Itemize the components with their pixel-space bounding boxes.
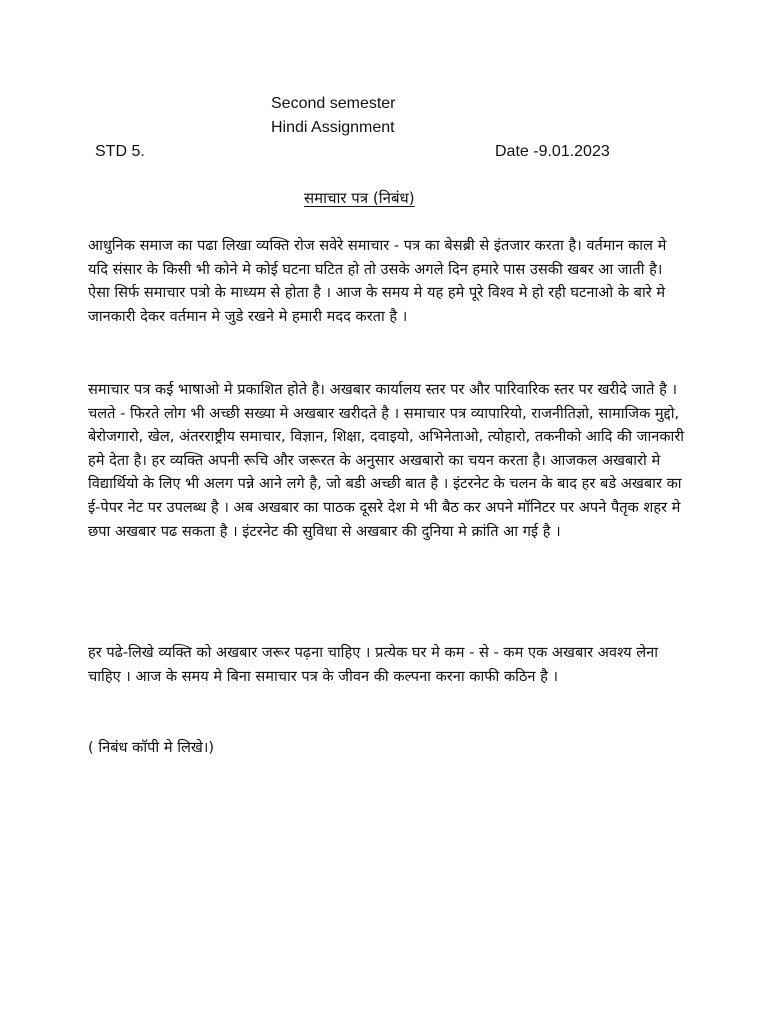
header-assignment: Hindi Assignment [271, 119, 395, 136]
std-label: STD 5. [95, 143, 145, 160]
paragraph-3: हर पढे-लिखे व्यक्ति को अखबार जरूर पढ़ना चाहिए । प्रत्येक घर मे कम - से - कम एक अखबार अवश्य लेना चाहिए । आज के समय मे बिना समाचार पत्र के जीवन की कल्पना करना काफी कठिन है । [88, 644, 659, 685]
closing-note: ( निबंध कॉपी मे लिखे।) [88, 739, 215, 756]
essay-title: समाचार पत्र (निबंध) [304, 189, 415, 207]
header-semester: Second semester [271, 95, 396, 112]
date-label: Date -9.01.2023 [495, 143, 610, 160]
paragraph-2: समाचार पत्र कई भाषाओ मे प्रकाशित होते है। अखबार कार्यालय स्तर पर और पारिवारिक स्तर पर खरीदे जाते है । चलते - फिरते लोग भी अच्छी सख्या मे अखबार खरीदते है । समाचार पत्र व्यापारियो, राजनीतिज्ञो, सामाजिक मुद्दो, बेरोजगारो, खेल, अंतरराष्ट्रीय समाचार, विज्ञान, शिक्षा, दवाइयो, अभिनेताओ, त्योहारो, तकनीको आदि की जानकारी हमे देता है। हर व्यक्ति अपनी रूचि और जरूरत के अनुसार अखबारो का चयन करता है। आजकल अखबारो मे विद्यार्थियो के लिए भी अलग पन्ने आने लगे है, जो बडी अच्छी बात है । इंटरनेट के चलन के बाद हर बडे अखबार का ई-पेपर नेट पर उपलब्ध है । अब अखबार का पाठक दूसरे देश मे भी बैठ कर अपने मॉनिटर पर अपने पैतृक शहर मे छपा अखबार पढ सकता है । इंटरनेट की सुविधा से अखबार की दुनिया मे क्रांति आ गई है । [88, 381, 685, 540]
paragraph-1: आधुनिक समाज का पढा लिखा व्यक्ति रोज सवेरे समाचार - पत्र का बेसब्री से इंतजार करता है। वर्तमान काल मे यदि संसार के किसी भी कोने मे कोई घटना घटित हो तो उसके अगले दिन हमारे पास उसकी खबर आ जाती है। ऐसा सिर्फ समाचार पत्रो के माध्यम से होता है । आज के समय मे यह हमे पूरे विश्व मे हो रही घटनाओ के बारे मे जानकारी देकर वर्तमान मे जुडे रखने मे हमारी मदद करता है । [88, 237, 667, 325]
